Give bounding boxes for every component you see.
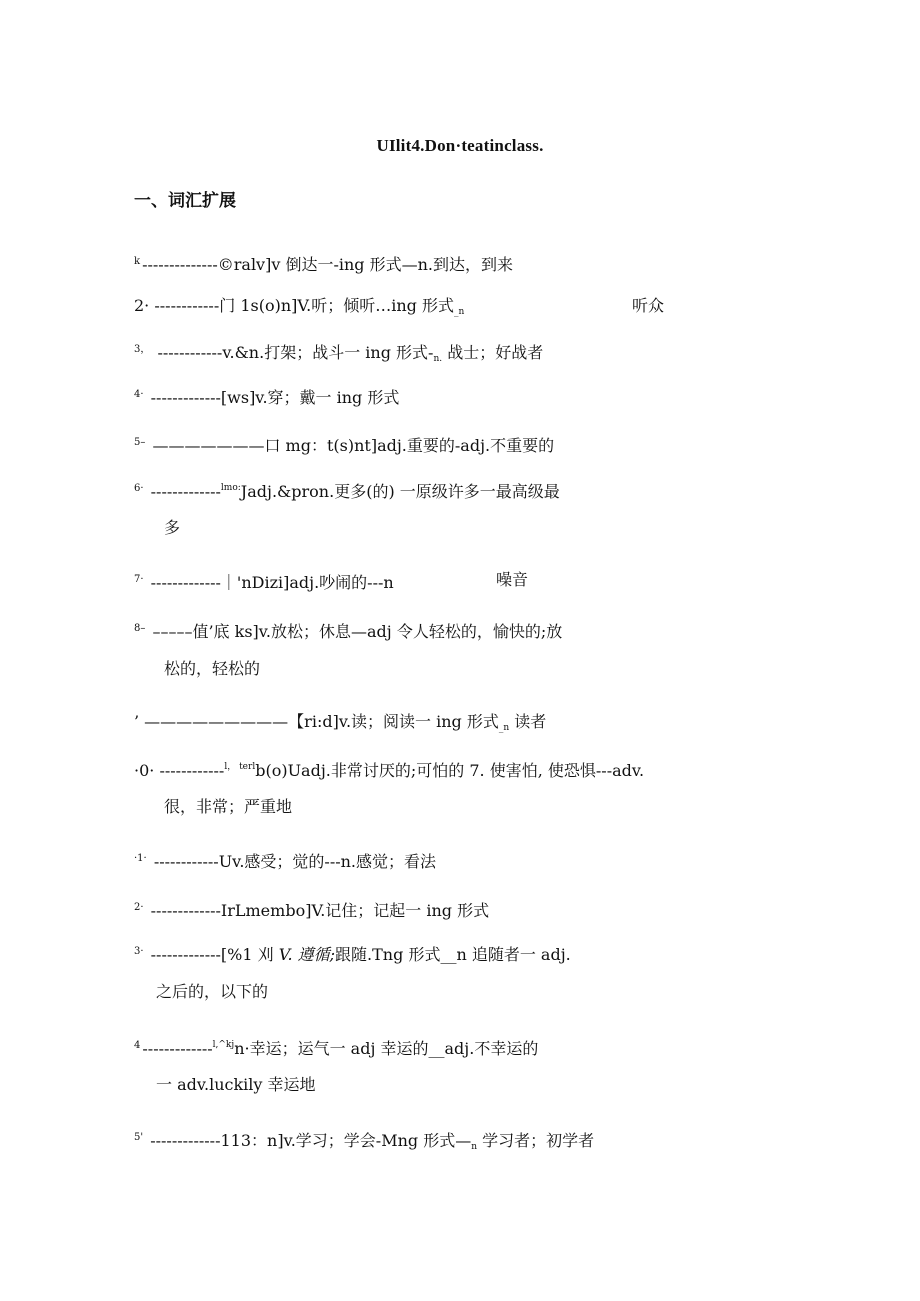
entry-number: 3· <box>134 946 144 957</box>
vocab-entry <box>134 478 560 502</box>
entry-tail: 跟随.Tng 形式__n 追随者一 adj. <box>335 945 571 964</box>
entry-text: -------------113：n]v.学习；学会-Mng 形式— <box>145 1131 472 1150</box>
entry-side-note: 听众 <box>632 296 665 315</box>
entry-superscript: l,^kj <box>212 1040 235 1050</box>
entry-subscript: n. <box>433 354 443 364</box>
vocab-entry <box>134 296 464 322</box>
entry-text: ------------- <box>145 482 221 501</box>
entry-number: k <box>134 256 141 267</box>
vocab-entry <box>134 898 489 921</box>
entry-subscript: _n <box>498 723 510 733</box>
entry-number: ’ <box>134 712 140 731</box>
entry-number: 7· <box>134 574 144 585</box>
entry-text: ------------Uv.感受；觉的---n.感觉；看法 <box>148 852 437 871</box>
entry-tail: 读者 <box>509 712 547 731</box>
entry-continuation: 多 <box>164 518 181 537</box>
entry-tail: 战士；好战者 <box>442 343 544 362</box>
vocab-entry <box>134 619 562 642</box>
entry-subscript: _n <box>453 307 465 317</box>
entry-number: 3， <box>134 344 151 355</box>
vocab-entry <box>134 570 394 593</box>
page-title: UIlit4.Don·teatinclass. <box>376 136 544 155</box>
entry-text: ------------v.&n.打架；战斗一 ing 形式- <box>152 343 434 362</box>
entry-text: --------------©ralv]v 倒达一-ing 形式—n.到达，到来 <box>142 255 514 274</box>
entry-italic: V. 遵循; <box>278 945 336 964</box>
entry-text: ———————口 mg：t(s)nt]adj.重要的-adj.不重要的 <box>147 436 555 455</box>
entry-number: 8– <box>134 623 146 634</box>
entry-continuation: 松的，轻松的 <box>164 659 261 678</box>
entry-text: ------------- <box>142 1039 213 1058</box>
entry-number: 4 <box>134 1040 141 1051</box>
vocab-entry <box>134 433 554 456</box>
section-heading: 一、词汇扩展 <box>134 191 236 211</box>
entry-number: ·0· <box>134 761 155 780</box>
entry-number: 5' <box>134 1132 144 1143</box>
entry-text: ------------门 1s(o)n]V.听；倾听…ing 形式 <box>154 296 454 315</box>
entry-tail: Jadj.&pron.更多(的) 一原级许多一最高级最 <box>240 482 560 501</box>
vocab-entry <box>134 252 513 275</box>
entry-side-note: 噪音 <box>496 570 529 589</box>
vocab-entry <box>134 712 546 738</box>
entry-continuation: 一 adv.luckily 幸运地 <box>156 1075 316 1094</box>
entry-number: 5– <box>134 437 146 448</box>
entry-text: -------------[%1 刈 <box>145 945 279 964</box>
entry-number: ·1· <box>134 853 147 864</box>
entry-text: -------------[ws]v.穿；戴一 ing 形式 <box>145 388 400 407</box>
entry-superscript: l， terl <box>224 762 256 772</box>
vocab-entry <box>134 1035 538 1059</box>
vocab-entry <box>134 1128 594 1157</box>
entry-number: 6· <box>134 483 144 494</box>
vocab-entry <box>134 757 644 781</box>
entry-subscript: n <box>471 1142 478 1152</box>
entry-tail: 学习者；初学者 <box>477 1131 595 1150</box>
entry-text: ------------ <box>154 761 225 780</box>
entry-tail: n·幸运；运气一 adj 幸运的__adj.不幸运的 <box>234 1039 539 1058</box>
vocab-entry <box>134 942 571 965</box>
entry-number: 2· <box>134 296 155 315</box>
entry-number: 2· <box>134 902 144 913</box>
entry-superscript: lmo: <box>220 483 241 493</box>
entry-number: 4· <box>134 389 144 400</box>
entry-text: —————————【ri:d]v.读；阅读一 ing 形式 <box>139 712 499 731</box>
entry-text: –––––值’底 ks]v.放松；休息—adj 令人轻松的，愉快的;放 <box>147 622 563 641</box>
entry-text: -------------IrLmembo]V.记住；记起一 ing 形式 <box>145 901 490 920</box>
vocab-entry <box>134 340 543 369</box>
entry-tail: b(o)Uadj.非常讨厌的;可怕的 7. 使害怕, 使恐惧---adv. <box>255 761 645 780</box>
vocab-entry <box>134 849 436 872</box>
entry-continuation: 很，非常；严重地 <box>164 797 293 816</box>
entry-text: -------------｜'nDizi]adj.吵闹的---n <box>145 573 394 592</box>
vocab-entry <box>134 385 399 408</box>
entry-continuation: 之后的，以下的 <box>156 982 269 1001</box>
